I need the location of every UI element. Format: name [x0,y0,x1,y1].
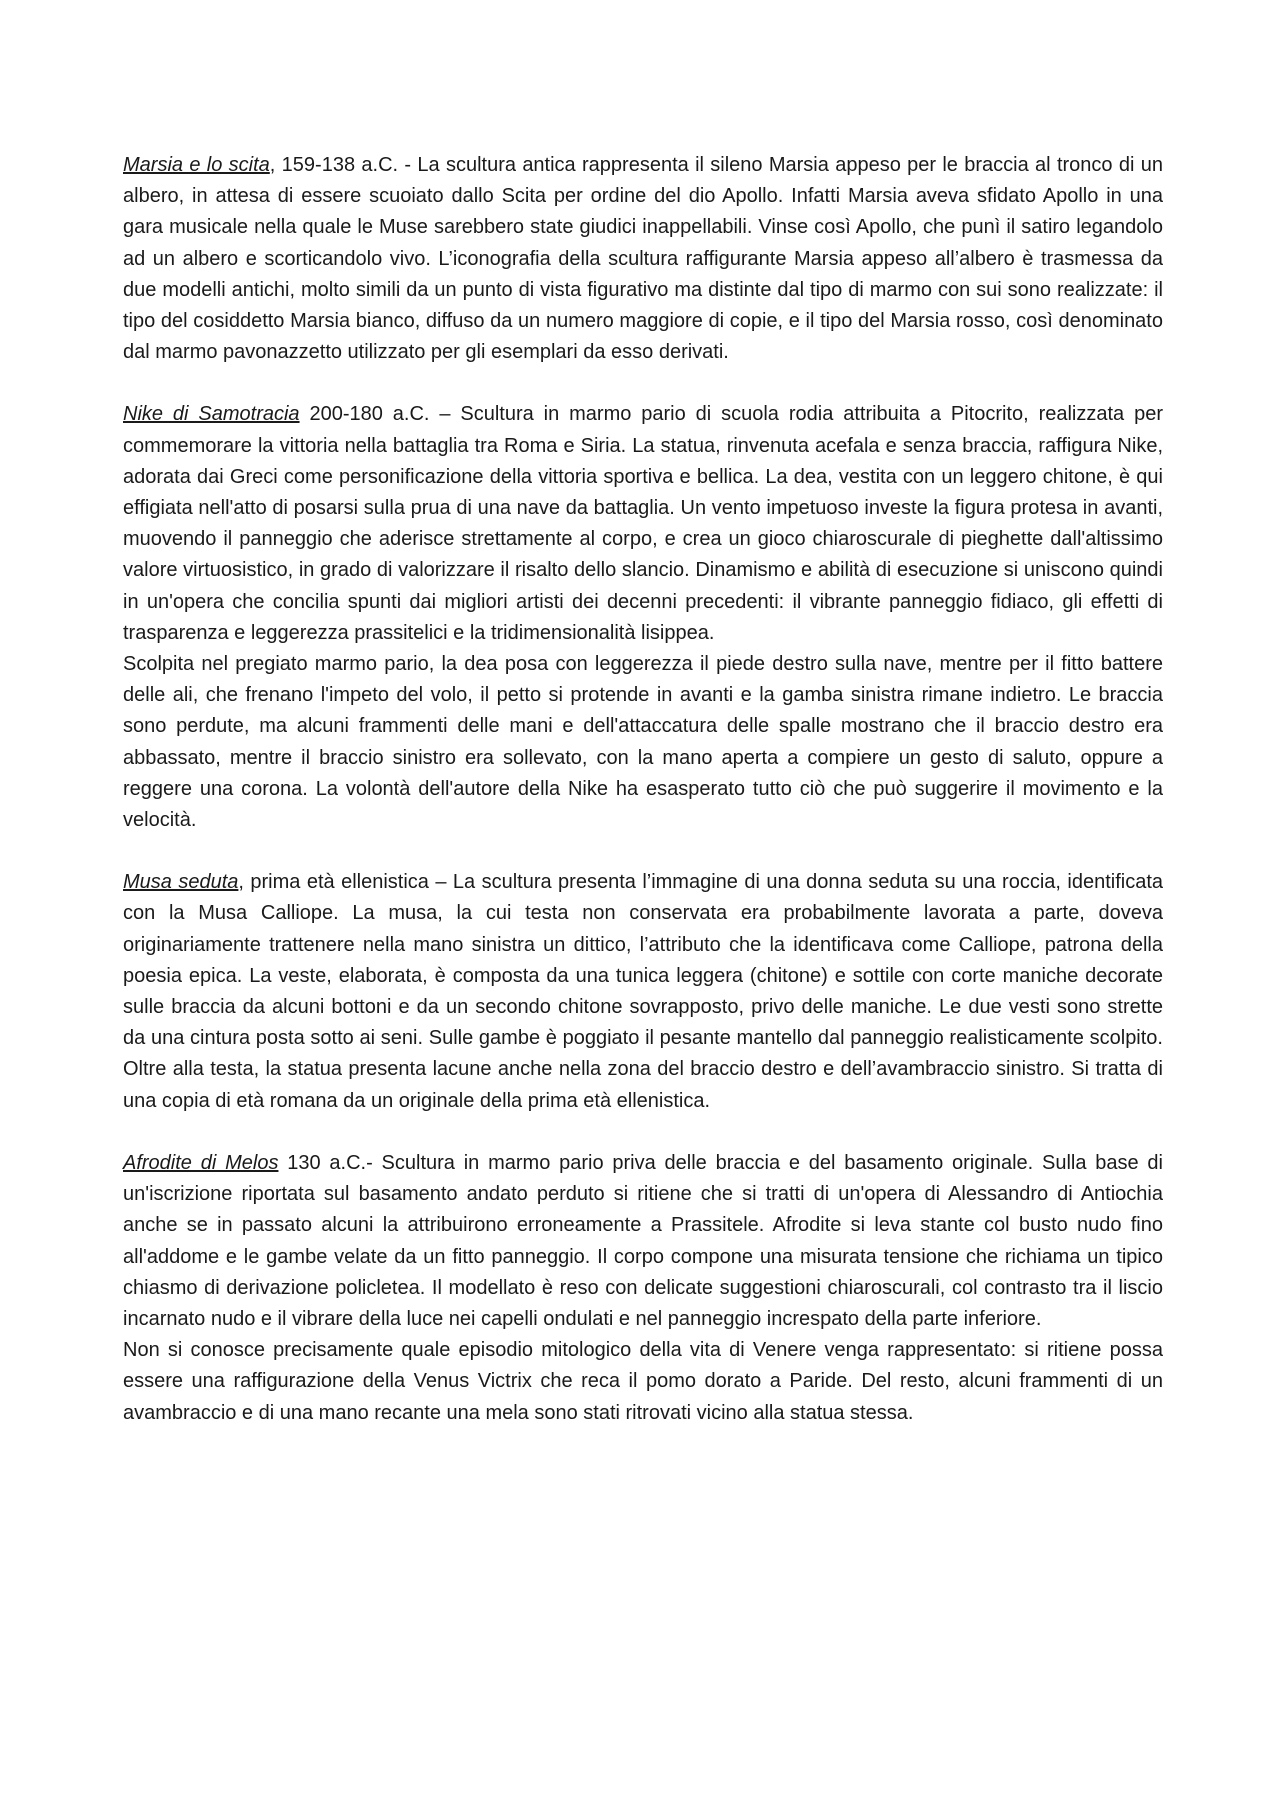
paragraph: Scolpita nel pregiato marmo pario, la dea posa con leggerezza il piede destro sulla nave, mentre per il fitto battere delle ali, che frenano l'impeto del volo, il petto si protende in avanti e la gamba sinistra rimane indietro. Le braccia sono perdute, ma alcuni frammenti delle mani e dell'attaccatura delle spalle mostrano che il braccio destro era abbassato, mentre il braccio sinistro era sollevato, con la mano aperta a compiere un gesto di saluto, oppure a reggere una corona. La volontà dell'autore della Nike ha esasperato tutto ciò che può suggerire il movimento e la velocità. [123,653,1163,832]
section-afrodite [123,1148,1163,1429]
paragraph [123,150,1163,368]
section-title: Afrodite di Melos [123,1151,279,1174]
document-page [123,150,1163,1460]
paragraph-text: , prima età ellenistica – La scultura presenta l’immagine di una donna seduta su una roccia, identificata con la Musa Calliope. La musa, la cui testa non conservata era probabilmente lavorata a parte, doveva originariamente trattenere nella mano sinistra un dittico, l’attributo che la identificava come Calliope, patrona della poesia epica. La veste, elaborata, è composta da una tunica leggera (chitone) e sottile con corte maniche decorate sulle braccia da alcuni bottoni e da un secondo chitone sovrapposto, privo delle maniche. Le due vesti sono strette da una cintura posta sotto ai seni. Sulle gambe è poggiato il pesante mantello dal panneggio realisticamente scolpito. Oltre alla testa, la statua presenta lacune anche nella zona del braccio destro e dell’avambraccio sinistro. Si tratta di una copia di età romana da un originale della prima età ellenistica. [123,871,1164,1112]
paragraph [123,867,1163,1117]
paragraph-text: 130 a.C.- Scultura in marmo pario priva delle braccia e del basamento originale. Sulla base di un'iscrizione riportata sul basamento andato perduto si ritiene che si tratti di un'opera di Alessandro di Antiochia anche se in passato alcuni la attribuirono erroneamente a Prassitele. Afrodite si leva stante col busto nudo fino all'addome e le gambe velate da un fitto panneggio. Il corpo compone una misurata tensione che richiama un tipico chiasmo di derivazione policletea. Il modellato è reso con delicate suggestioni chiaroscurali, col contrasto tra il liscio incarnato nudo e il vibrare della luce nei capelli ondulati e nel panneggio increspato della parte inferiore. [123,1151,1163,1330]
paragraph-text: 200-180 a.C. – Scultura in marmo pario di scuola rodia attribuita a Pitocrito, realizzata per commemorare la vittoria nella battaglia tra Roma e Siria. La statua, rinvenuta acefala e senza braccia, raffigura Nike, adorata dai Greci come personificazione della vittoria sportiva e bellica. La dea, vestita con un leggero chitone, è qui effigiata nell'atto di posarsi sulla prua di una nave da battaglia. Un vento impetuoso investe la figura protesa in avanti, muovendo il panneggio che aderisce strettamente al corpo, e crea un gioco chiaroscurale di pieghette dall'altissimo valore virtuosistico, in grado di valorizzare il risalto dello slancio. Dinamismo e abilità di esecuzione si uniscono quindi in un'opera che concilia spunti dai migliori artisti dei decenni precedenti: il vibrante panneggio fidiaco, gli effetti di trasparenza e leggerezza prassitelici e la tridimensionalità lisippea. [123,403,1163,644]
section-title: Marsia e lo scita [123,154,270,176]
section-title: Musa seduta [123,871,239,894]
section-marsia [123,150,1163,368]
paragraph [123,399,1163,649]
section-musa [123,867,1163,1117]
paragraph: Non si conosce precisamente quale episodio mitologico della vita di Venere venga rappresentato: si ritiene possa essere una raffigurazione della Venus Victrix che reca il pomo dorato a Paride. Del resto, alcuni frammenti di un avambraccio e di una mano recante una mela sono stati ritrovati vicino alla statua stessa. [123,1339,1163,1424]
paragraph [123,1148,1163,1335]
section-nike [123,399,1163,836]
paragraph-text: , 159-138 a.C. - La scultura antica rappresenta il sileno Marsia appeso per le braccia al tronco di un albero, in attesa di essere scuoiato dallo Scita per ordine del dio Apollo. Infatti Marsia aveva sfidato Apollo in una gara musicale nella quale le Muse sarebbero state giudici inappellabili. Vinse così Apollo, che punì il satiro legandolo ad un albero e scorticandolo vivo. L’iconografia della scultura raffigurante Marsia appeso all’albero è trasmessa da due modelli antichi, molto simili da un punto di vista figurativo ma distinte dal tipo di marmo con sui sono realizzate: il tipo del cosiddetto Marsia bianco, diffuso da un numero maggiore di copie, e il tipo del Marsia rosso, così denominato dal marmo pavonazzetto utilizzato per gli esemplari da esso derivati. [123,154,1163,364]
section-title: Nike di Samotracia [123,403,300,426]
